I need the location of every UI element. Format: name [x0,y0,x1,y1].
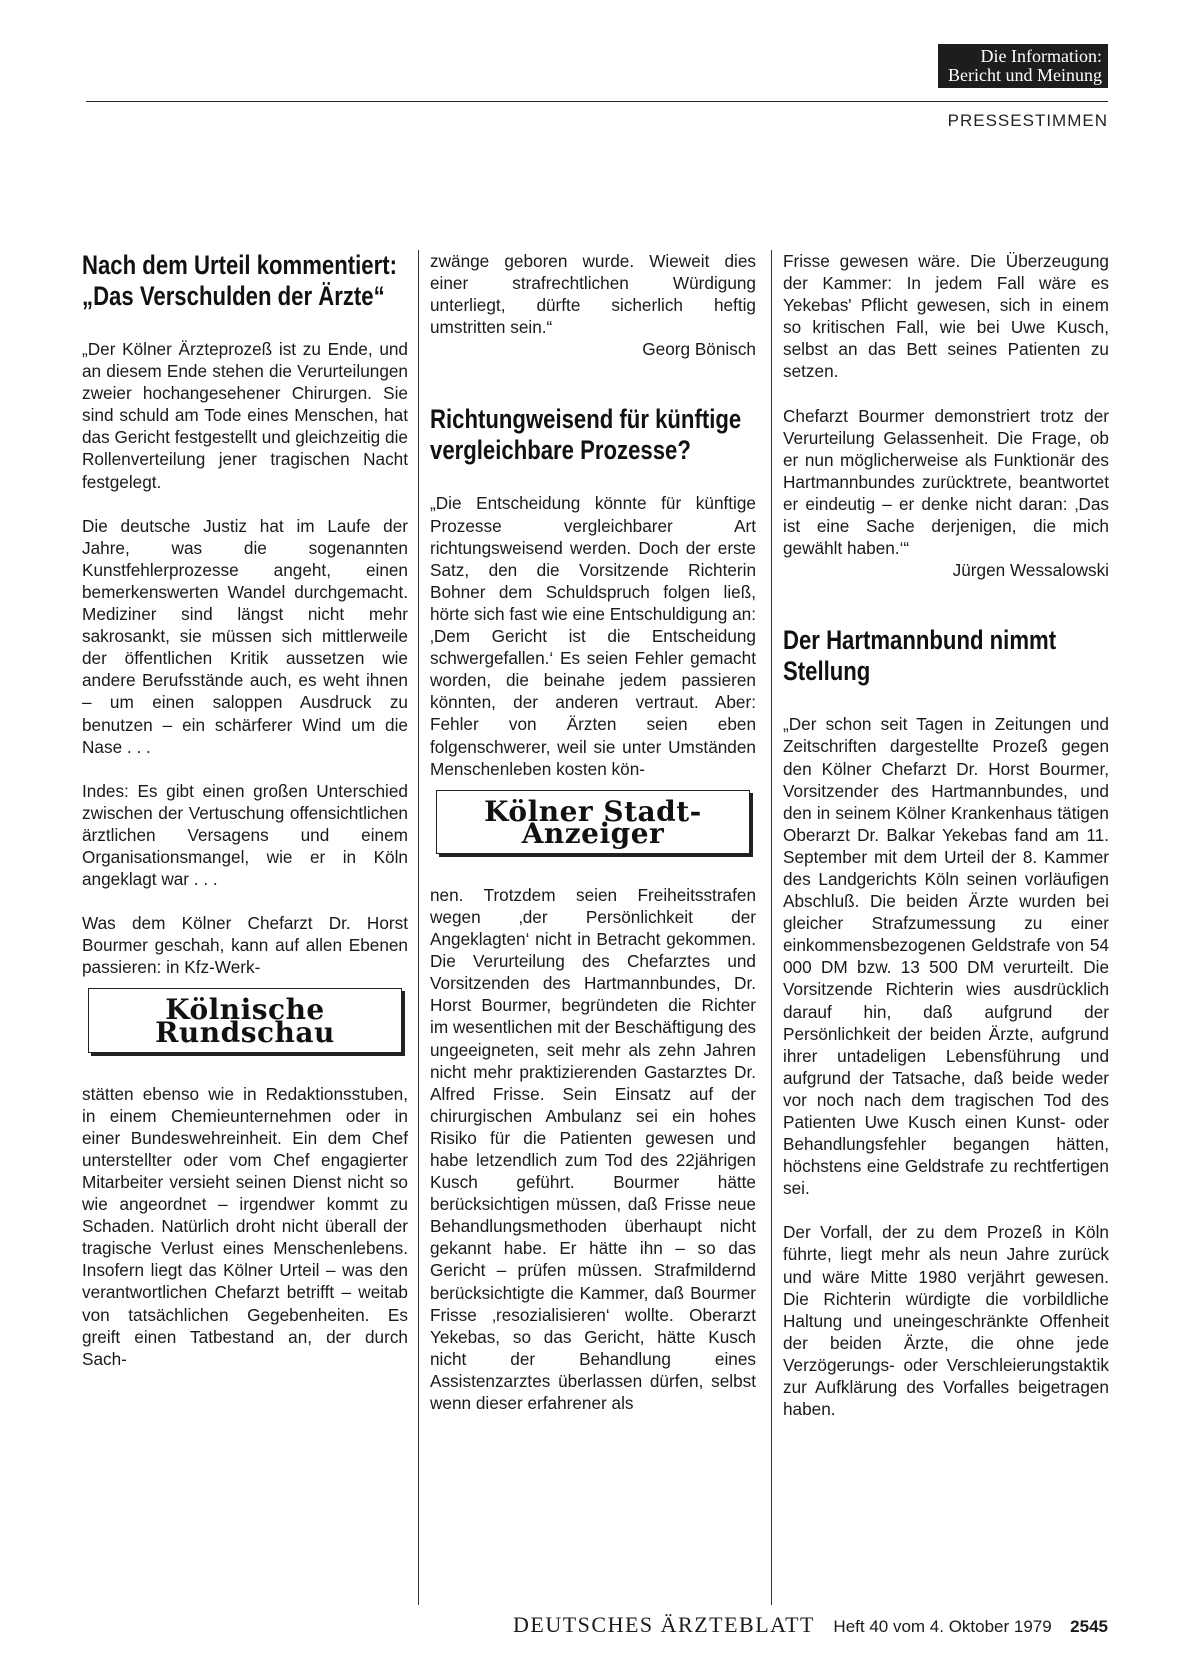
magazine-name: DEUTSCHES ÄRZTEBLATT [513,1612,815,1637]
column-2 [430,250,756,1436]
page-footer [0,1612,1108,1638]
article2-paragraph: nen. Trotzdem seien Freiheitsstrafen wegen ‚der Persönlichkeit der Angeklagten‘ nicht in Betracht gekommen. Die Verurteilung des Chefarztes und Vorsitzenden des Hartmannbundes, Dr. Horst Bourmer, begründeten die Richter im wesentlichen mit der Beschäftigung des ungeeigneten, seit mehr als zehn Jahren nicht mehr praktizierenden Gastarztes Dr. Alfred Frisse. Sein Einsatz auf der chirurgischen Ambulanz sei ein hohes Risiko für die Patienten gewesen und habe letzendlich zum Tod des 22jährigen Kusch geführt. Bourmer hätte berücksichtigen müssen, daß Frisse neue Behandlungsmethoden überhaupt nicht gekannt habe. Er hätte ihn – so das Gericht – prüfen müssen. Strafmildernd berücksichtigte die Kammer, daß Bourmer Frisse ‚resozialisieren‘ wollte. Oberarzt Yekebas, so das Gericht, hätte Kusch nicht der Behandlung eines Assistenzarztes überlassen dürfen, selbst wenn dieser erfahrener als [430,884,756,1414]
article1-paragraph: Die deutsche Justiz hat im Laufe der Jahre, was die sogenannten Kunstfehlerprozesse angeht, einen bemerkenswerten Wandel durchgemacht. Mediziner sind längst nicht mehr sakrosankt, sie müssen sich mittlerweile der öffentlichen Kritik aussetzen wie andere Berufsstände auch, es weht ihnen – um einen saloppen Ausdruck zu benutzen – ein schärferer Wind um die Nase . . . [82,515,408,757]
section-tag-line2: Bericht und Meinung [948,65,1102,85]
article2-paragraph: „Die Entscheidung könnte für künftige Prozesse vergleichbarer Art richtungsweisend werden. Doch der erste Satz, den die Vorsitzende Richterin Bohner dem Schuldspruch folgen ließ, hörte sich fast wie eine Entschuldigung an: ‚Dem Gericht ist die Entscheidung schwergefallen.‘ Es seien Fehler gemacht worden, die beinahe jedem passieren könnten, der anderen vertraut. Aber: Fehler von Ärzten seien eben folgenschwerer, weil sie unter Umständen Menschenleben kosten kön- [430,493,756,779]
section-tag-line1: Die Information: [980,46,1102,66]
article1-headline: Nach dem Urteil kommentiert: „Das Verschulden der Ärzte“ [82,250,397,311]
article2-headline: Richtungweisend für künftige vergleichbare Prozesse? [430,404,742,466]
section-tag [938,44,1108,88]
article1-paragraph: zwänge geboren wurde. Wieweit dies einer strafrechtlichen Würdigung unterliegt, dürfte sicherlich heftig umstritten sein.“ [430,251,756,338]
column-1 [82,250,408,1392]
article3-paragraph: „Der schon seit Tagen in Zeitungen und Zeitschriften dargestellte Prozeß gegen den Kölner Chefarzt Dr. Horst Bourmer, Vorsitzender des Hartmannbundes, und den in seinem Kölner Krankenhaus tätigen Oberarzt Dr. Balkar Yekebas fand am 11. September mit dem Urteil der 8. Kammer des Landgerichts Köln seinen vorläufigen Abschluß. Die beiden Ärzte wurden bei gleicher Strafzumessung zu einer einkommensbezogenen Geldstrafe von 54 000 DM bzw. 13 500 DM verurteilt. Die Vorsitzende Richterin wies ausdrücklich darauf hin, daß aufgrund der Persönlichkeit der beiden Ärzte, aufgrund ihrer untadeligen Lebensführung und aufgrund der Tatsache, daß beide weder vor noch nach dem tragischen Tod des Patienten Uwe Kusch einen Kunst- oder Behandlungsfehler begangen hätten, höchstens eine Geldstrafe zu rechtfertigen sei. [783,714,1109,1199]
article3-headline: Der Hartmannbund nimmt Stellung [783,625,1057,687]
article1-paragraph: Indes: Es gibt einen großen Unterschied zwischen der Vertuschung offensichtlichen ärztlichen Versagens und einem Organisationsmangel, wie er in Köln angeklagt war . . . [82,780,408,890]
article2-paragraph: Frisse gewesen wäre. Die Überzeugung der Kammer: In jedem Fall wäre es Yekebas' Pflicht gewesen, sich in einem so kritischen Fall, wie bei Uwe Kusch, selbst an das Bett seines Patienten zu setzen. [783,251,1109,382]
koelnische-rundschau-masthead: Kölnische Rundschau [88,988,402,1052]
rubric: PRESSESTIMMEN [947,111,1108,130]
article3-paragraph: Der Vorfall, der zu dem Prozeß in Köln führte, liegt mehr als neun Jahre zurück und wäre Mitte 1980 verjährt gewesen. Die Richterin würdigte die vorbildliche Haltung und uneingeschränkte Offenheit der beiden Ärzte, die ohne jede Verzögerungs- oder Verschleierungstaktik zur Aufklärung des Vorfalles beigetragen haben. [783,1222,1109,1420]
article1-paragraph: Was dem Kölner Chefarzt Dr. Horst Bourmer geschah, kann auf allen Ebenen passieren: in Kfz-Werk- [82,913,408,978]
column-divider [771,250,772,1605]
article1-author: Georg Bönisch [642,339,756,360]
article1-paragraph: „Der Kölner Ärzteprozeß ist zu Ende, und an diesem Ende stehen die Verurteilungen zweier hochangesehener Chirurgen. Sie sind schuld am Tode eines Menschen, hat das Gericht festgestellt und gleichzeitig die Rollenverteilung jener tragischen Nacht festgelegt. [82,339,408,492]
koelner-stadt-anzeiger-masthead: Kölner Stadt-Anzeiger [436,790,750,854]
issue-info: Heft 40 vom 4. Oktober 1979 [833,1617,1052,1636]
column-divider [418,250,419,1605]
article1-paragraph: stätten ebenso wie in Redaktionsstuben, in einem Chemieunternehmen oder in einer Bundeswehreinheit. Ein dem Chef unterstellter oder vom Chef engagierter Mitarbeiter versieht seinen Dienst nicht so wie angeordnet – irgendwer kommt zu Schaden. Natürlich droht nicht überall der tragische Verlust eines Menschenlebens. Insofern liegt das Kölner Urteil – was den verantwortlichen Chefarzt betrifft – weitab von tatsächlichen Gegebenheiten. Es greift einen Tatbestand an, der durch Sach- [82,1083,408,1369]
page-number: 2545 [1070,1617,1108,1636]
column-3 [783,250,1109,1442]
header-rule [86,101,1108,102]
article2-author: Jürgen Wessalowski [952,560,1109,581]
article2-paragraph: Chefarzt Bourmer demonstriert trotz der Verurteilung Gelassenheit. Die Frage, ob er nun möglicherweise als Funktionär des Hartmannbundes zurücktrete, beantwortet er eindeutig – er denke nicht daran: ‚Das ist eine Sache derjenigen, die mich gewählt haben.‘“ [783,405,1109,559]
